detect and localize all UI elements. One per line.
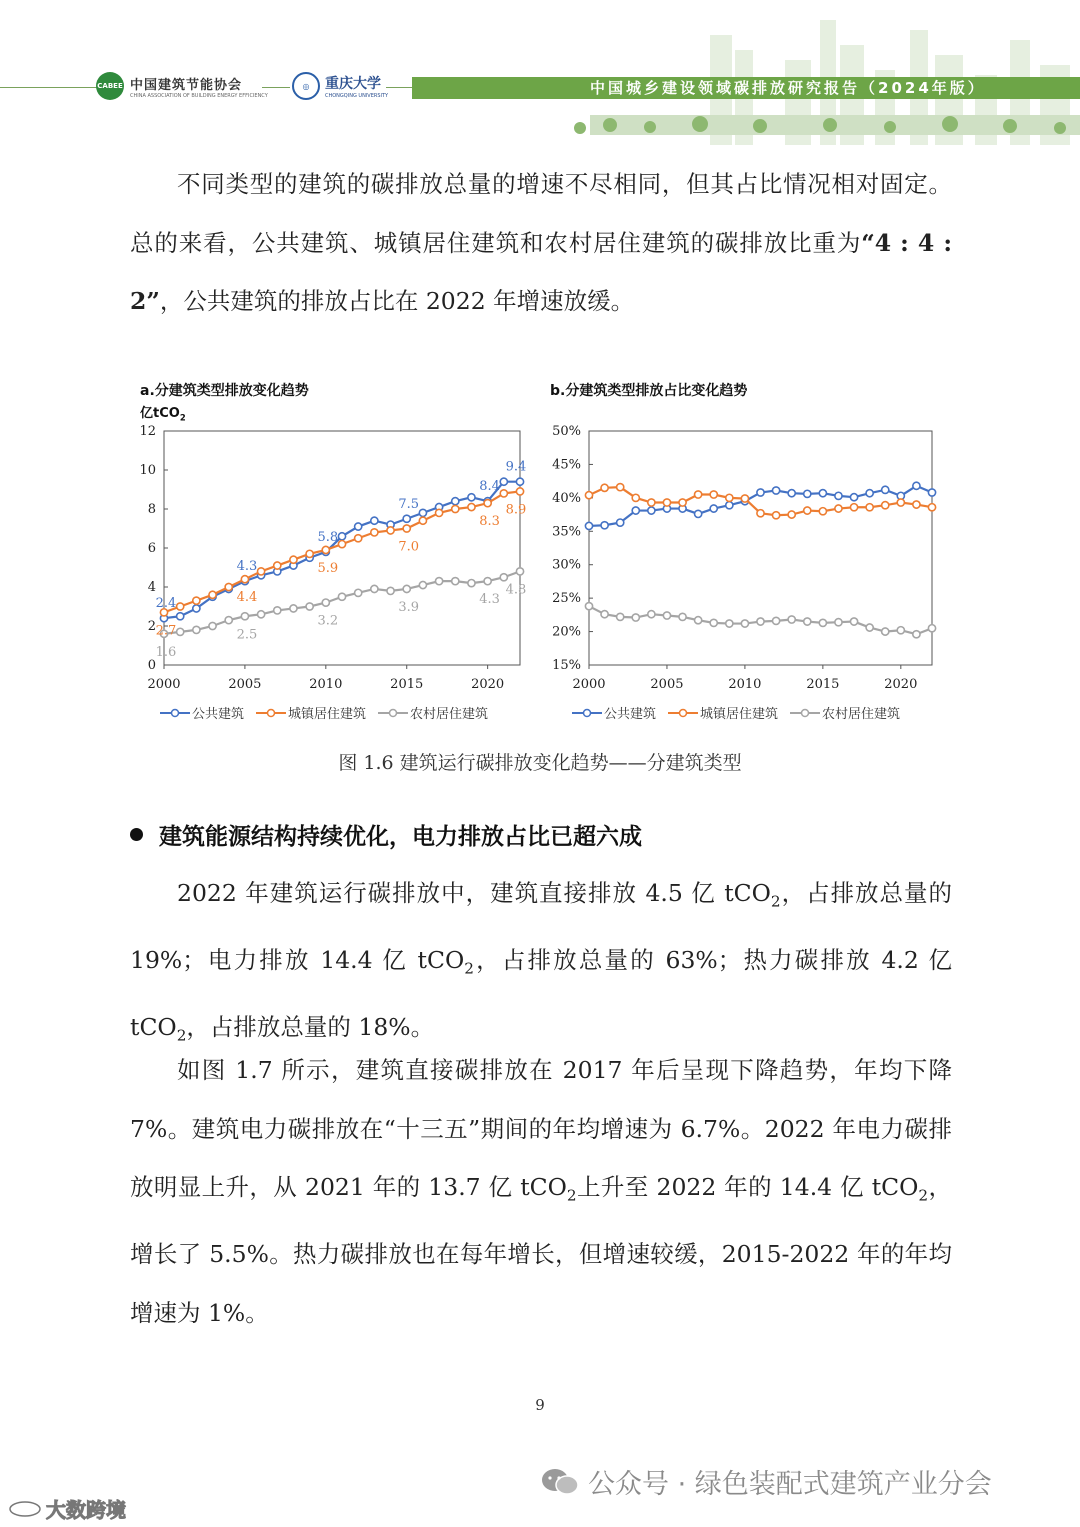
y-tick-label: 0 [147,658,156,673]
chart-b-legend [572,703,900,722]
data-point [710,505,717,512]
data-point [819,508,826,515]
data-point [484,578,491,585]
y-tick-label: 35% [552,524,581,540]
data-point [209,591,216,598]
chart-b [530,418,950,698]
data-point [648,611,655,618]
data-point [419,581,426,588]
data-label: 3.9 [398,599,420,615]
data-point [484,500,491,507]
data-label: 7.0 [398,539,420,555]
data-point [741,495,748,502]
series-line-2 [164,571,520,633]
x-tick-label: 2010 [309,677,343,692]
y-tick-label: 10 [139,463,156,478]
data-point [371,529,378,536]
data-point [772,487,779,494]
data-point [726,502,733,509]
data-point [632,507,639,514]
data-point [913,631,920,638]
data-point [403,585,410,592]
data-point [225,617,232,624]
chart-a-title-block [140,380,309,423]
data-point [500,574,507,581]
data-point [435,578,442,585]
data-point [387,527,394,534]
y-tick-label: 50% [552,424,581,439]
data-point [177,628,184,635]
section-bullet [130,818,642,851]
paragraph-2: 2022 年建筑运行碳排放中，建筑直接排放 4.5 亿 tCO$_2$，占排放总量的 19%；电力排放 14.4 亿 tCO$_2$，占排放总量的 63%；热力碳排放 4.2 亿 tCO$_2$，占排放总量的 18%。 [130,879,953,1046]
data-point [257,611,264,618]
data-point [338,533,345,540]
y-tick-label: 12 [139,424,156,439]
data-point [225,583,232,590]
report-title: 中国城乡建设领域碳排放研究报告（2024年版） [590,79,986,97]
y-tick-label: 45% [552,457,581,473]
data-label: 4.3 [479,592,500,608]
y-tick-label: 2 [147,619,156,634]
data-point [338,541,345,548]
data-point [928,489,935,496]
data-point [177,613,184,620]
data-point [617,613,624,620]
cqu-logo-icon: ◎ [292,72,320,100]
data-label: 4.8 [505,582,527,598]
data-point [452,578,459,585]
data-point [387,587,394,594]
header-rule-2 [262,87,290,88]
data-point [897,627,904,634]
data-label: 1.6 [155,644,177,660]
data-point [516,488,523,495]
cqu-name-en: CHONGQING UNIVERSITY [325,93,389,99]
data-point [193,626,200,633]
legend-item-rural-b: 农村居住建筑 [790,703,900,722]
data-point [452,498,459,505]
wechat-icon [540,1467,580,1497]
data-point [516,568,523,575]
y-tick-label: 40% [552,490,581,506]
data-point [468,580,475,587]
cqu-brand [292,72,388,100]
ratio-text: “4 : 4 : 2” [130,228,952,315]
data-point [819,490,826,497]
data-point [695,491,702,498]
data-point [835,619,842,626]
data-point [835,505,842,512]
data-point [788,616,795,623]
data-point [371,517,378,524]
data-label: 5.9 [317,560,339,576]
data-point [804,490,811,497]
data-point [306,603,313,610]
paragraph-1-text-a: 不同类型的建筑的碳排放总量的增速不尽相同，但其占比情况相对固定。总的来看，公共建筑、城镇居住建筑和农村居住建筑的碳排放比重为 [130,170,952,257]
data-point [663,612,670,619]
data-point [866,490,873,497]
x-tick-label: 2010 [728,677,762,692]
data-point [757,489,764,496]
data-point [452,505,459,512]
header-rule [0,87,100,88]
data-point [741,620,748,627]
chart-a-title: a.分建筑类型排放变化趋势 [140,383,309,399]
section-heading: 建筑能源结构持续优化，电力排放占比已超六成 [159,824,642,850]
data-point [663,499,670,506]
data-point [819,619,826,626]
chart-b-title: b.分建筑类型排放占比变化趋势 [550,383,748,399]
data-point [835,492,842,499]
data-point [468,494,475,501]
data-point [710,491,717,498]
data-point [850,504,857,511]
y-tick-label: 4 [147,580,156,595]
legend-item-public: 公共建筑 [160,703,244,722]
data-label: 2.7 [155,623,177,639]
data-point [601,611,608,618]
y-tick-label: 25% [552,591,581,607]
data-point [788,511,795,518]
data-point [468,503,475,510]
data-point [355,523,362,530]
x-tick-label: 2015 [806,677,840,692]
data-point [617,484,624,491]
data-point [913,482,920,489]
data-point [928,504,935,511]
header-rule-3 [386,87,412,88]
data-point [788,490,795,497]
data-point [757,510,764,517]
data-label: 9.4 [505,459,527,475]
data-point [585,522,592,529]
data-point [241,576,248,583]
data-point [617,519,624,526]
data-label: 8.9 [505,502,527,518]
cqu-name: 重庆大学 [325,76,381,92]
y-tick-label: 15% [552,658,581,673]
data-point [726,620,733,627]
footer-watermark-text: 公众号 · 绿色装配式建筑产业分会 [588,1469,992,1500]
chart-a-legend [160,703,488,722]
data-point [866,624,873,631]
data-point [897,499,904,506]
page-number: 9 [535,1396,545,1414]
chart-b-title-block [550,380,747,400]
data-point [209,622,216,629]
data-point [403,515,410,522]
data-point [632,614,639,621]
cabee-name-en: CHINA ASSOCIATION OF BUILDING ENERGY EFFICIENCY [130,92,268,99]
paragraph-1 [130,155,952,331]
data-point [804,618,811,625]
y-tick-label: 20% [552,624,581,640]
legend-item-urban-b: 城镇居住建筑 [668,703,778,722]
bullet-icon [130,828,143,841]
data-point [306,550,313,557]
x-tick-label: 2005 [228,677,262,692]
data-point [290,605,297,612]
data-point [757,618,764,625]
data-point [241,613,248,620]
chart-a [120,418,530,698]
data-point [500,490,507,497]
data-point [516,478,523,485]
data-point [882,628,889,635]
data-point [726,494,733,501]
x-tick-label: 2000 [147,677,181,692]
data-point [679,499,686,506]
data-point [882,502,889,509]
data-point [585,603,592,610]
data-label: 2.5 [236,627,258,643]
data-label: 2.4 [155,596,177,612]
data-point [850,618,857,625]
data-point [601,484,608,491]
data-point [322,599,329,606]
data-point [772,617,779,624]
watermark-logo-icon [8,1500,42,1518]
data-point [338,593,345,600]
data-label: 8.4 [479,479,500,495]
data-point [274,562,281,569]
data-label: 4.4 [236,590,258,606]
data-label: 3.2 [317,613,339,629]
cabee-brand [96,72,268,100]
cabee-name: 中国建筑节能协会 [130,77,243,93]
data-point [177,603,184,610]
y-tick-label: 6 [147,541,156,556]
cityscape-decoration [530,0,1080,145]
data-point [257,568,264,575]
x-tick-label: 2005 [650,677,684,692]
data-point [866,504,873,511]
x-tick-label: 2015 [390,677,424,692]
data-point [928,625,935,632]
chart-a-ylabel: 亿tCO$_2$ [140,406,186,423]
data-point [435,509,442,516]
data-point [290,556,297,563]
data-label: 5.8 [317,529,339,545]
data-point [193,597,200,604]
y-tick-label: 30% [552,557,581,573]
data-point [601,522,608,529]
paragraph-3: 如图 1.7 所示，建筑直接碳排放在 2017 年后呈现下降趋势，年均下降 7%。建筑电力碳排放在“十三五”期间的年均增速为 6.7%。2022 年电力碳排放明显上升，从 2021 年的 13.7 亿 tCO$_2$上升至 2022 年的 14.4 亿 tCO$_2$，增长了 5.5%。热力碳排放也在每年增长，但增速较缓，2015-2022 年的年均增速为 1%。 [130,1056,953,1327]
data-point [679,613,686,620]
x-tick-label: 2020 [471,677,505,692]
x-tick-label: 2020 [884,677,918,692]
data-point [355,535,362,542]
data-point [648,499,655,506]
data-point [585,492,592,499]
y-tick-label: 8 [147,502,156,517]
x-tick-label: 2000 [572,677,606,692]
data-point [632,494,639,501]
data-point [695,510,702,517]
legend-item-public-b: 公共建筑 [572,703,656,722]
figure-caption: 图 1.6 建筑运行碳排放变化趋势——分建筑类型 [338,752,742,774]
data-point [419,517,426,524]
data-point [882,486,889,493]
data-point [648,507,655,514]
cabee-logo-icon: CABEE [96,72,124,100]
data-point [355,589,362,596]
data-point [274,607,281,614]
data-point [403,525,410,532]
data-point [500,478,507,485]
data-point [695,617,702,624]
data-label: 8.3 [479,514,500,530]
data-point [850,494,857,501]
data-point [772,512,779,519]
footer-watermark [540,1462,992,1501]
data-point [804,507,811,514]
data-label: 4.3 [236,559,258,575]
data-label: 7.5 [398,496,420,512]
paragraph-1-text-b: ，公共建筑的排放占比在 2022 年增速放缓。 [159,287,635,315]
legend-item-urban: 城镇居住建筑 [256,703,366,722]
page-header [0,0,1080,145]
data-point [322,546,329,553]
left-watermark: 大数跨境 [8,1494,126,1523]
data-point [913,501,920,508]
data-point [193,605,200,612]
data-point [419,509,426,516]
data-point [371,585,378,592]
data-point [710,619,717,626]
legend-item-rural: 农村居住建筑 [378,703,488,722]
